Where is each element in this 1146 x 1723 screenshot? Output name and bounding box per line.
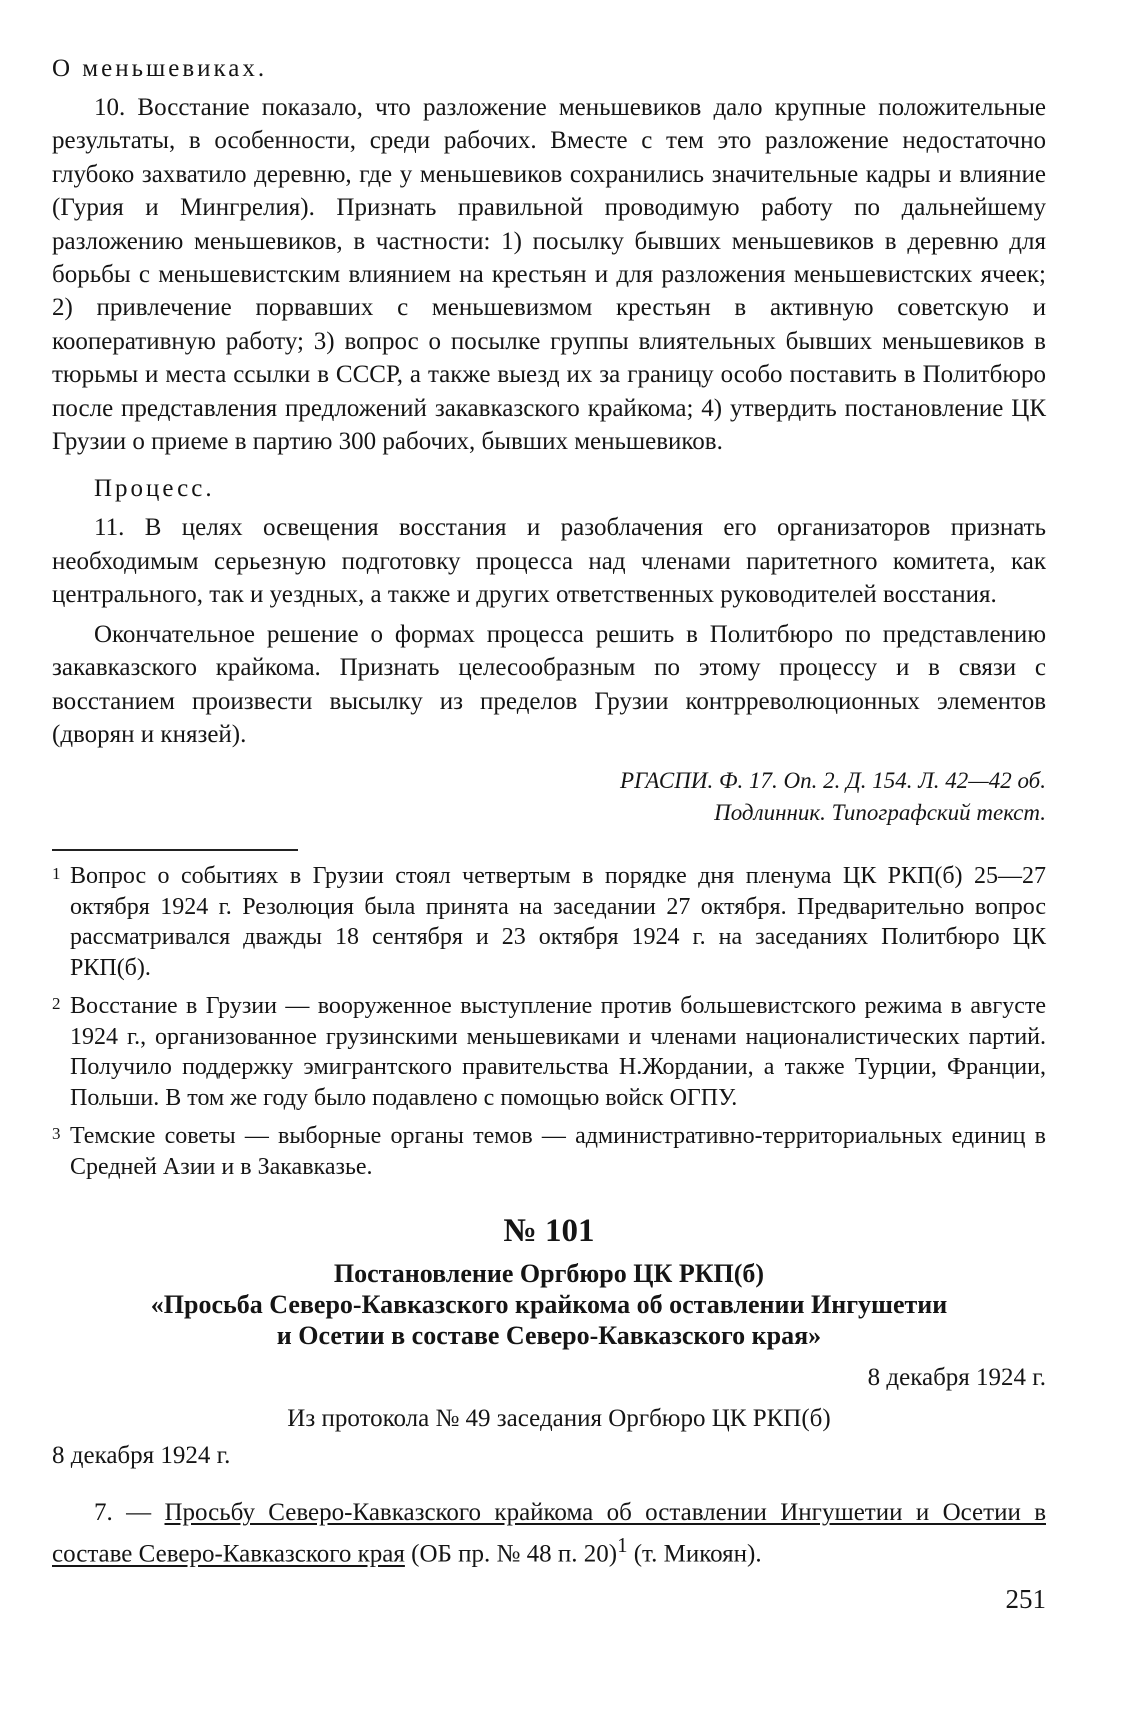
footnote-mark: 1 (52, 864, 61, 884)
footnote-mark: 3 (52, 1124, 61, 1144)
footnote-mark: 2 (52, 994, 61, 1014)
section-heading-process: Процесс. (94, 475, 215, 503)
footnote (52, 861, 1046, 983)
document-title (52, 1258, 1046, 1351)
agenda-item-7 (52, 1496, 1046, 1570)
paragraph-11: 11. В целях освещения восстания и разоблачения его организаторов признать необходимым серьезную подготовку процесса над членами паритетного комитета, как центрального, так и уездных, а также и других ответственных руководителей восстания. (52, 514, 1046, 609)
agenda-item-footnote-mark: 1 (617, 1533, 628, 1558)
protocol-heading: Из протокола № 49 заседания Оргбюро ЦК РКП(б) (287, 1405, 831, 1433)
footnote-text: Восстание в Грузии — вооруженное выступление против большевистского режима в августе 1924 г., организованное грузинскими меньшевиками и членами националистических партий. Получило поддержку эмигрантского правительства Н.Жордании, а также Турции, Франции, Польши. В том же году было подавлено с помощью войск ОГПУ. (70, 993, 1046, 1111)
footnote-text: Темские советы — выборные органы темов — административно-территориальных единиц в Средней Азии и в Закавказье. (70, 1123, 1046, 1180)
agenda-item-number: 7. — (94, 1499, 165, 1527)
footnote (52, 1121, 1046, 1182)
document-title-line-2: «Просьба Северо-Кавказского крайкома об оставлении Ингушетии (150, 1290, 948, 1320)
document-title-line-3: и Осетии в составе Северо-Кавказского края» (276, 1321, 822, 1351)
agenda-item-title: Просьбу Северо-Кавказского крайкома об оставлении Ингушетии и Осетии в составе Северо-Кавказского края (52, 1499, 1046, 1568)
document-number: № 101 (503, 1213, 595, 1250)
agenda-item-speaker: (т. Микоян). (627, 1540, 762, 1568)
footnote (52, 991, 1046, 1113)
agenda-item-reference: (ОБ пр. № 48 п. 20) (404, 1540, 618, 1568)
paragraph-final-decision: Окончательное решение о формах процесса решить в Политбюро по представлению закавказского крайкома. Признать целесообразным по этому процессу и в связи с восстанием произвести высылку из пределов Грузии контрреволюционных элементов (дворян и князей). (52, 620, 1046, 748)
page-number: 251 (1005, 1584, 1046, 1614)
archive-reference (52, 765, 1046, 829)
protocol-date: 8 декабря 1924 г. (52, 1442, 231, 1470)
paragraph-10: 10. Восстание показало, что разложение меньшевиков дало крупные положительные результаты, в особенности, среди рабочих. Вместе с тем это разложение недостаточно глубоко захватило деревню, где у меньшевиков сохранились значительные кадры и влияние (Гурия и Мингрелия). Признать правильной проводимую работу по дальнейшему разложению меньшевиков, в частности: 1) посылку бывших меньшевиков в деревню для борьбы с меньшевистским влиянием на крестьян и для разложения меньшевистских ячеек; 2) привлечение порвавших с меньшевизмом крестьян в активную советскую и кооперативную работу; 3) вопрос о посылке группы влиятельных бывших меньшевиков в тюрьмы и места ссылки в СССР, а также выезд их за границу особо поставить в Политбюро после представления предложений закавказского крайкома; 4) утвердить постановление ЦК Грузии о приеме в партию 300 рабочих, бывших меньшевиков. (52, 94, 1046, 456)
section-heading-mensheviks: О меньшевиках. (52, 55, 268, 82)
footnote-divider (52, 849, 298, 851)
archive-line-2: Подлинник. Типографский текст. (714, 800, 1046, 826)
archive-line-1: РГАСПИ. Ф. 17. Оп. 2. Д. 154. Л. 42—42 об. (620, 768, 1046, 794)
document-title-line-1: Постановление Оргбюро ЦК РКП(б) (333, 1259, 765, 1289)
footnote-text: Вопрос о событиях в Грузии стоял четвертым в порядке дня пленума ЦК РКП(б) 25—27 октября 1924 г. Резолюция была принята на заседании 27 октября. Предварительно вопрос рассматривался дважды 18 сентября и 23 октября 1924 г. на заседаниях Политбюро ЦК РКП(б). (70, 863, 1046, 981)
document-date: 8 декабря 1924 г. (867, 1364, 1046, 1392)
